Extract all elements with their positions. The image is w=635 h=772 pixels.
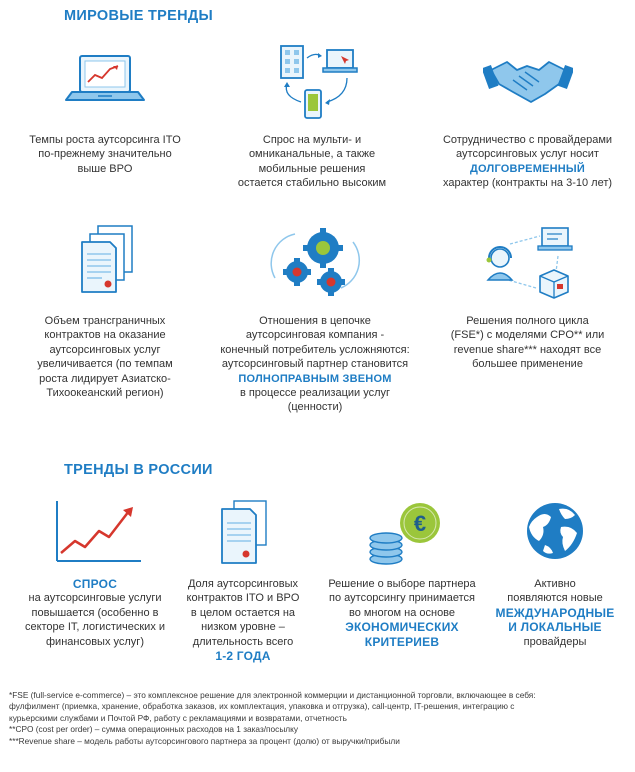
contract-document-icon — [198, 497, 288, 569]
text-line: омниканальные, а также — [248, 148, 376, 161]
highlight-demand: СПРОС — [72, 577, 118, 591]
world-trend-omnichannel — [222, 40, 402, 191]
text-line: длительность всего — [192, 635, 294, 648]
footnote-fse-1: *FSE (full-service e-commerce) – это комплексное решение для электронной коммерции и дистанционной торговли, включающее в себя: — [9, 690, 536, 700]
text-line: во многом на основе — [348, 606, 456, 619]
russia-trend-providers — [480, 497, 630, 649]
omnichannel-cycle-icon — [257, 40, 367, 122]
text-line: аутсорсинговая компания - — [245, 329, 385, 342]
handshake-icon — [483, 40, 573, 118]
text-line: низком уровне – — [201, 621, 285, 634]
text-line: Решения полного цикла — [466, 315, 589, 327]
world-trend-ito-growth — [15, 40, 195, 176]
text-line: провайдеры — [523, 635, 587, 648]
full-cycle-icon — [478, 222, 578, 302]
text-line: контрактов на оказание — [44, 329, 166, 342]
world-trend-value-chain — [205, 222, 425, 415]
text-line: аутсорсинговых услуг — [49, 343, 161, 356]
text-line: аутсорсинговый партнер становится — [221, 358, 409, 371]
text-line: контрактов ITO и BPO — [186, 592, 300, 605]
growth-chart-icon — [45, 497, 145, 569]
text-line: конечный потребитель усложняются: — [220, 343, 410, 356]
highlight-international: МЕЖДУНАРОДНЫЕ — [495, 605, 615, 620]
documents-icon — [60, 222, 150, 302]
coins-euro-icon — [352, 497, 452, 569]
world-trends-title: МИРОВЫЕ ТРЕНДЫ — [64, 8, 214, 24]
world-trend-cross-border — [15, 222, 195, 400]
text-line: Темпы роста аутсорсинга ITO — [29, 134, 181, 146]
text-line: в целом остается на — [190, 606, 296, 619]
footnote-fse-3: курьерскими службами и Почтой РФ, работу с рекламациями и возвратами, отчетность — [9, 712, 347, 723]
highlight-criteria: КРИТЕРИЕВ — [364, 634, 440, 649]
highlight-local: И ЛОКАЛЬНЫЕ — [508, 620, 602, 635]
text-line: мобильные решения — [258, 162, 366, 175]
text-line: финансовых услуг) — [46, 635, 144, 648]
russia-trend-contract-share — [168, 497, 318, 663]
text-line: (ценности) — [287, 401, 343, 414]
text-line: Объем трансграничных — [44, 315, 166, 327]
globe-icon — [515, 497, 595, 569]
world-trend-full-cycle — [430, 222, 625, 372]
russia-trends-title: ТРЕНДЫ В РОССИИ — [64, 462, 213, 478]
text-line: revenue share*** находят все — [453, 343, 602, 356]
world-trend-long-term — [430, 40, 625, 191]
highlight-full-link: ПОЛНОПРАВНЫМ ЗВЕНОМ — [238, 372, 392, 385]
text-line: аутсорсинговых услуг носит — [456, 148, 599, 161]
text-line: (FSE*) с моделями CPO** или — [450, 329, 605, 342]
text-line: характер (контракты на 3-10 лет) — [442, 177, 613, 190]
footnote-cpo: **CPO (cost per order) – сумма операционных расходов на 1 заказ/посылку — [9, 724, 298, 735]
footnote-fse-2: фулфилмент (приемка, хранение, обработка заказов, их комплектация, упаковка и отгрузка), call-центр, IT-решения, интеграцию с — [9, 701, 515, 712]
highlight-economic: ЭКОНОМИЧЕСКИХ — [345, 620, 459, 635]
text-line: повышается (особенно в — [31, 606, 159, 619]
text-line: секторе IT, логистических и — [24, 621, 166, 634]
footnote-revenue-share: ***Revenue share – модель работы аутсорсингового партнера за процент (долю) от выручки/прибыли — [9, 735, 400, 746]
text-line: увеличивается (по темпам — [37, 358, 173, 371]
footnotes — [9, 690, 629, 747]
euro-symbol: € — [413, 511, 427, 536]
text-line: появляются новые — [507, 592, 603, 605]
text-line: роста лидирует Азиатско- — [39, 372, 171, 385]
laptop-chart-icon — [60, 40, 150, 118]
russia-trend-demand — [15, 497, 175, 649]
text-line: Сотрудничество с провайдерами — [442, 134, 613, 146]
russia-trend-economic-criteria — [318, 497, 486, 649]
highlight-duration: 1-2 ГОДА — [215, 649, 271, 664]
text-line: Отношения в цепочке — [259, 315, 371, 327]
text-line: на аутсорсинговые услуги — [28, 592, 162, 605]
text-line: Активно — [534, 578, 576, 590]
text-line: Тихоокеанский регион) — [46, 387, 164, 400]
gears-icon — [265, 222, 365, 302]
text-line: в процессе реализации услуг — [239, 387, 391, 400]
text-line: по аутсорсингу принимается — [329, 592, 475, 605]
text-line: Спрос на мульти- и — [262, 134, 362, 146]
highlight-long-term: ДОЛГОВРЕМЕННЫЙ — [470, 162, 585, 175]
text-line: выше BPO — [77, 162, 133, 175]
text-line: Решение о выборе партнера — [328, 578, 476, 590]
text-line: по-прежнему значительно — [38, 148, 172, 161]
text-line: большее применение — [472, 358, 583, 371]
text-line: Доля аутсорсинговых — [187, 578, 298, 590]
text-line: остается стабильно высоким — [237, 177, 387, 190]
